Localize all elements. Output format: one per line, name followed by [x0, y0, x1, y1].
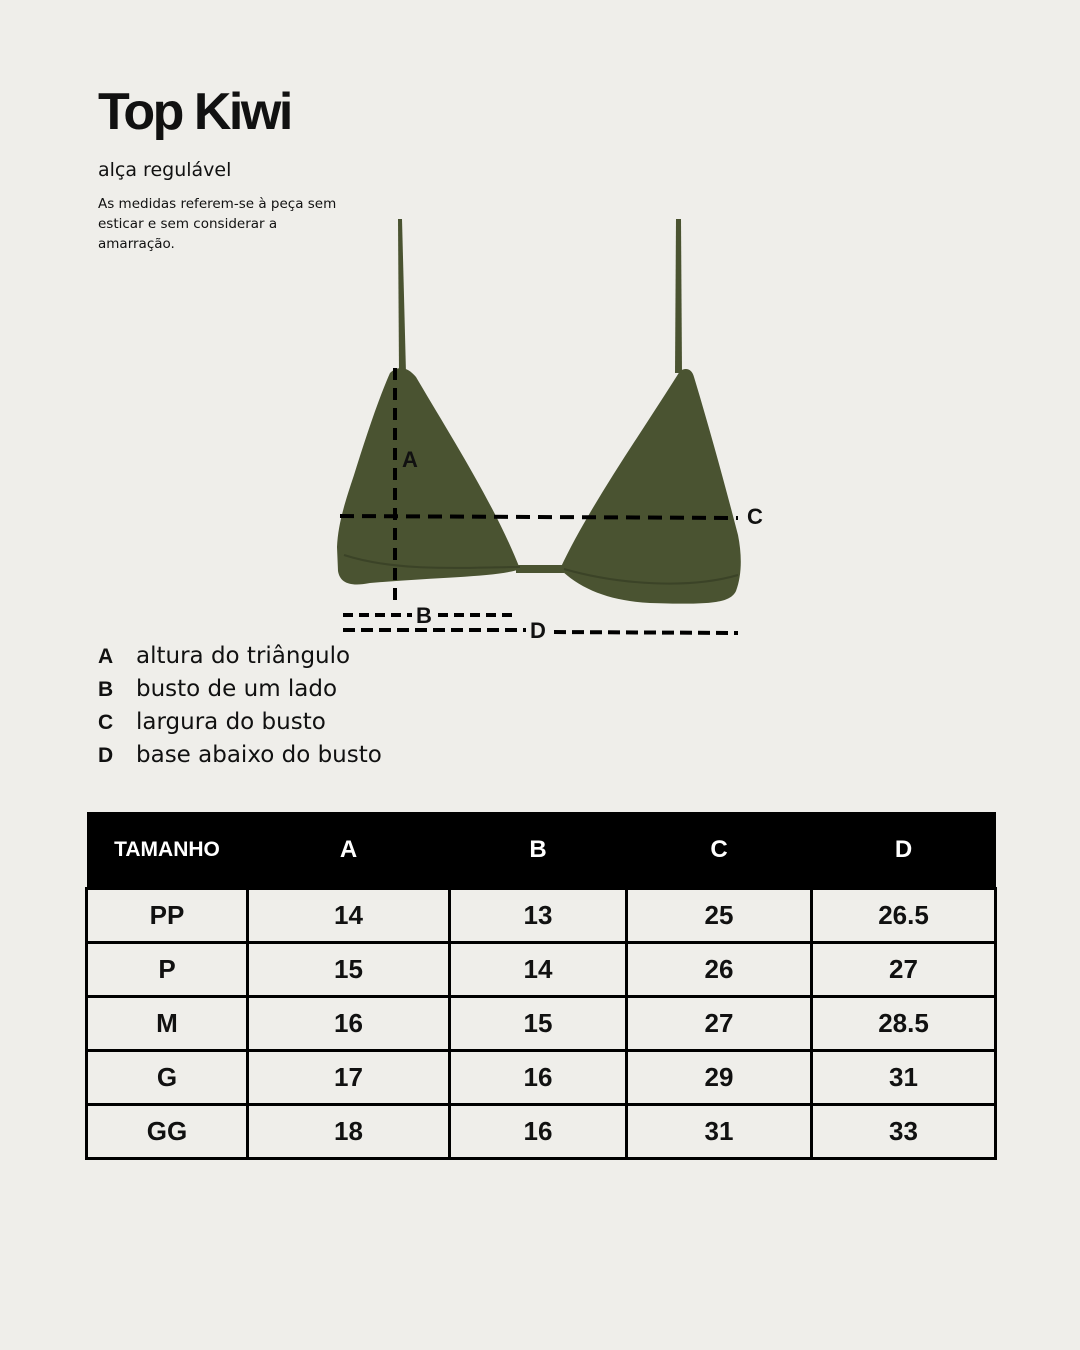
subtitle: alça regulável — [98, 159, 232, 181]
legend-item — [98, 643, 382, 676]
size-cell: P — [87, 943, 248, 997]
header-size: TAMANHO — [87, 812, 248, 889]
legend-item — [98, 676, 382, 709]
legend-text: base abaixo do busto — [136, 742, 382, 768]
value-cell: 27 — [627, 997, 812, 1051]
value-cell: 16 — [450, 1051, 627, 1105]
measurement-note: As medidas referem-se à peça sem esticar e sem considerar a amarração. — [98, 196, 337, 252]
left-cup — [337, 368, 520, 584]
value-cell: 31 — [627, 1105, 812, 1159]
measurement-diagram — [320, 205, 780, 645]
legend-item — [98, 742, 382, 775]
size-cell: PP — [87, 889, 248, 943]
label-d: D — [530, 618, 546, 643]
value-cell: 17 — [248, 1051, 450, 1105]
table-row — [87, 1051, 996, 1105]
legend-text: busto de um lado — [136, 676, 338, 702]
bikini-top-illustration — [320, 205, 780, 645]
label-b: B — [416, 603, 432, 628]
table-row — [87, 1105, 996, 1159]
value-cell: 28.5 — [812, 997, 996, 1051]
legend-key: C — [98, 711, 114, 734]
value-cell: 16 — [450, 1105, 627, 1159]
value-cell: 31 — [812, 1051, 996, 1105]
size-cell: M — [87, 997, 248, 1051]
size-cell: G — [87, 1051, 248, 1105]
right-cup — [560, 369, 741, 604]
value-cell: 13 — [450, 889, 627, 943]
value-cell: 18 — [248, 1105, 450, 1159]
value-cell: 15 — [248, 943, 450, 997]
center-band — [516, 565, 564, 573]
size-table — [85, 812, 997, 1160]
value-cell: 26 — [627, 943, 812, 997]
left-strap — [398, 219, 406, 373]
legend-key: A — [98, 645, 114, 668]
header-c: C — [627, 812, 812, 889]
measure-line-d-right — [554, 632, 738, 633]
value-cell: 27 — [812, 943, 996, 997]
header-b: B — [450, 812, 627, 889]
header-a: A — [248, 812, 450, 889]
value-cell: 14 — [248, 889, 450, 943]
label-c: C — [747, 504, 763, 529]
legend-key: D — [98, 744, 114, 767]
legend-text: altura do triângulo — [136, 643, 351, 669]
legend-text: largura do busto — [136, 709, 326, 735]
value-cell: 16 — [248, 997, 450, 1051]
size-cell: GG — [87, 1105, 248, 1159]
value-cell: 15 — [450, 997, 627, 1051]
legend-item — [98, 709, 382, 742]
right-strap — [675, 219, 682, 373]
value-cell: 29 — [627, 1051, 812, 1105]
value-cell: 25 — [627, 889, 812, 943]
value-cell: 33 — [812, 1105, 996, 1159]
table-header-row — [87, 812, 996, 889]
page-title: Top Kiwi — [98, 83, 291, 141]
header-d: D — [812, 812, 996, 889]
measurement-legend — [98, 643, 382, 775]
table-row — [87, 997, 996, 1051]
table-row — [87, 889, 996, 943]
table-row — [87, 943, 996, 997]
value-cell: 14 — [450, 943, 627, 997]
value-cell: 26.5 — [812, 889, 996, 943]
legend-key: B — [98, 678, 114, 701]
label-a: A — [402, 447, 418, 472]
